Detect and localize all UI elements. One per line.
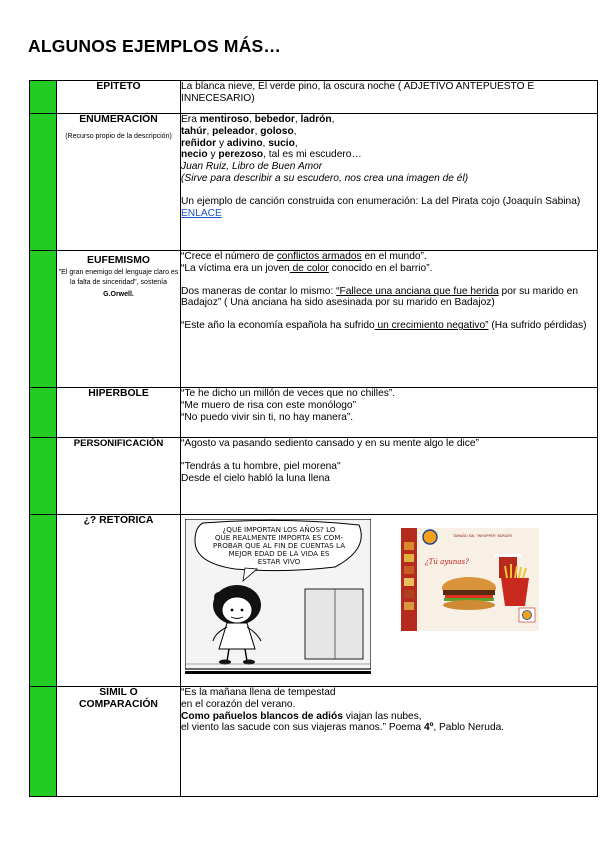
simil-line: en el corazón del verano. [181,698,296,710]
enum-line-2: tahúr, peleador, goloso, [181,125,297,137]
enlace-link[interactable]: ENLACE [181,207,222,219]
personificacion-line: Desde el cielo habló la luna llena [181,472,330,484]
orwell-quote: "El gran enemigo del lenguaje claro es la falta de sinceridad", sostenía [58,269,179,286]
row-personificacion [30,438,598,515]
personificacion-line: "Tendrás a tu hombre, piel morena" [181,460,341,472]
hiperbole-line: “Me muero de risa con este monólogo” [181,399,356,411]
retorica-images [181,515,597,680]
term-simil-line-2: COMPARACIÓN [79,699,158,710]
eufemismo-example-1: “Crece el número de conflictos armados en el mundo”. [181,251,427,262]
burger-king-logo [423,530,437,544]
row-enumeracion [30,114,598,251]
hiperbole-line: “Te he dicho un millón de veces que no chilles”. [181,388,396,399]
term-hiperbole: HIPÉRBOLE [88,388,149,399]
term-cell [57,114,181,251]
term-cell [57,251,181,388]
example-cell [181,687,598,797]
term-epiteto: EPÍTETO [96,81,141,92]
simil-line: Como pañuelos blancos de adiós viajan las nubes, [181,710,422,722]
enum-line-4: necio y perezoso, tal es mi escudero… [181,149,362,161]
example-cell [181,515,598,687]
green-bar [30,81,57,114]
green-bar [30,114,57,251]
term-personificacion: PERSONIFICACIÓN [73,438,164,449]
term-cell [57,515,181,687]
comic-line-3: PROBAR QUE AL FIN DE CUENTAS LA [212,541,346,550]
comic-line-1: ¿QUÉ IMPORTAN LOS AÑOS? LO [222,525,336,534]
comic-line-5: ESTAR VIVO [257,557,301,566]
comic-line-2: QUE REALMENTE IMPORTA ES COM- [214,533,344,542]
green-bar [30,438,57,515]
example-cell [181,388,598,438]
row-retorica [30,515,598,687]
enum-song: Un ejemplo de canción construida con enumeración: La del Pirata cojo (Joaquín Sabina) ENLACE [181,195,581,219]
eufemismo-example-3: Dos maneras de contar lo mismo: “Fallece una anciana que fue herida por su marido en Badajoz” ( Una anciana ha sido asesinada por su marido en Badajoz) [181,285,578,309]
term-eufemismo: EUFEMISMO [87,255,150,266]
term-cell [57,388,181,438]
term-cell [57,687,181,797]
term-note: (Recurso propio de la descripción) [65,133,172,140]
term-simil-line-1: SÍMIL O [99,687,138,698]
term-retorica: ¿? RETÓRICA [83,515,154,526]
green-bar [30,251,57,388]
ad-slogan: ¿Tú ayunas? [425,558,469,566]
term-cell [57,81,181,114]
enum-comment: (Sirve para describir a su escudero, nos crea una imagen de él) [181,172,469,184]
example-cell [181,438,598,515]
figures-table [29,80,598,797]
epiteto-example: La blanca nieve, El verde pino, la oscura noche ( ADJETIVO ANTEPUESTO E INNECESARIO) [181,81,535,104]
row-hiperbole [30,388,598,438]
green-bar [30,388,57,438]
hiperbole-line: “No puedo vivir sin ti, no hay manera”. [181,411,354,423]
ad-header: TAMAÑO XXL "WHOPPER" BURGER [453,534,512,538]
enum-source: Juan Ruiz, Libro de Buen Amor [181,161,323,173]
enum-line-3: reñidor y adivino, sucio, [181,137,298,149]
row-eufemismo [30,251,598,388]
orwell-author: G.Orwell. [103,291,134,298]
example-cell [181,251,598,388]
term-enumeracion: ENUMERACIÓN [79,114,158,125]
green-bar [30,515,57,687]
comic-line-4: MEJOR EDAD DE LA VIDA ES [228,549,330,558]
enum-line-1: Era mentiroso, bebedor, ladrón, [181,114,335,125]
green-bar [30,687,57,797]
simil-line: “Es la mañana llena de tempestad [181,687,336,698]
example-cell [181,114,598,251]
row-simil [30,687,598,797]
term-cell [57,438,181,515]
personificacion-line: “Agosto va pasando sediento cansado y en su mente algo le dice” [181,438,479,449]
burger-ad-image [401,528,539,631]
simil-line: el viento las sacude con sus viajeras manos.” Poema 4º, Pablo Neruda. [181,722,505,734]
example-cell [181,81,598,114]
page-title: ALGUNOS EJEMPLOS MÁS… [28,36,282,56]
row-epiteto [30,81,598,114]
eufemismo-example-4: “Este año la economía española ha sufrido un crecimiento negativo” (Ha sufrido pérdidas) [181,320,587,332]
mafalda-comic-image [185,519,371,677]
eufemismo-example-2: “La víctima era un joven de color conocido en el barrio”. [181,262,433,274]
